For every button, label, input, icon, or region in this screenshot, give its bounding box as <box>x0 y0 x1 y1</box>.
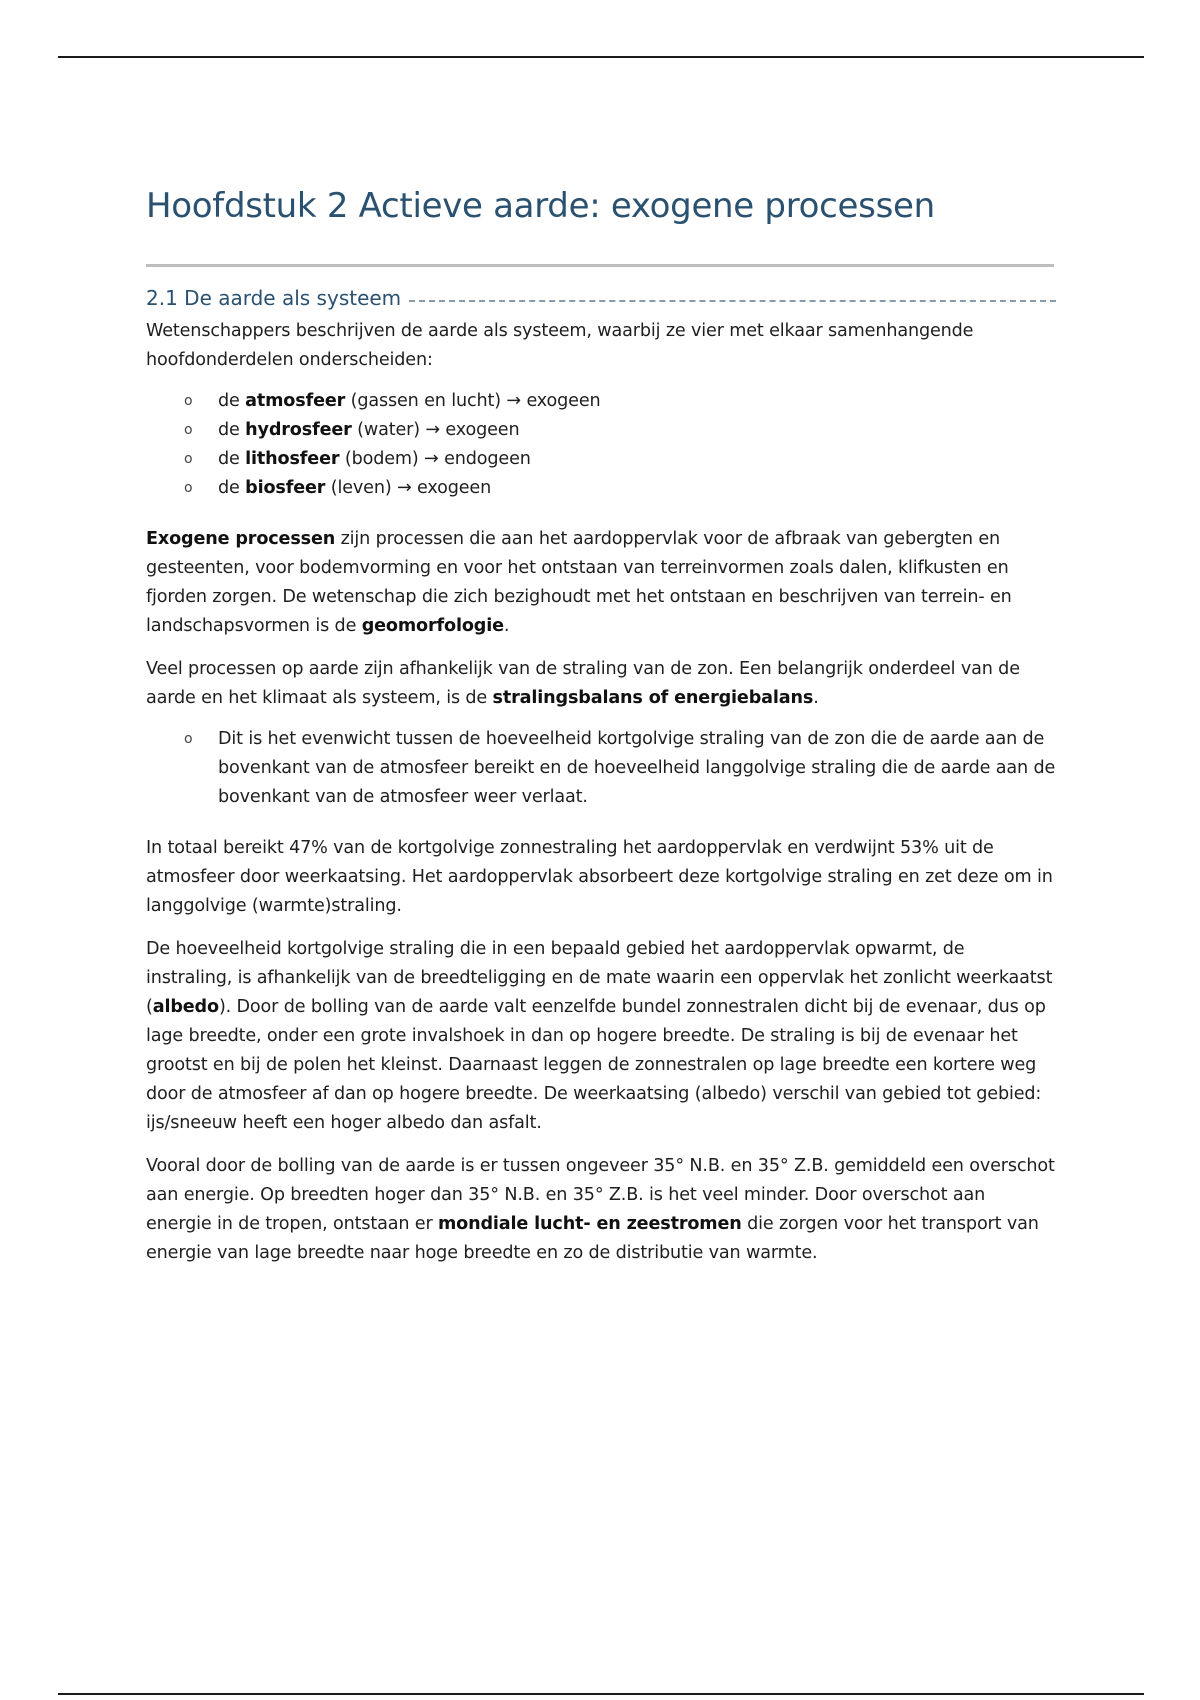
title-divider <box>146 264 1054 267</box>
term-lithosfeer: lithosfeer <box>245 449 340 469</box>
term-geomorfologie: geomorfologie <box>361 616 504 636</box>
section-heading <box>146 283 1056 313</box>
list-item <box>146 725 1056 812</box>
circle-bullet-icon: o <box>184 480 193 496</box>
term-hydrosfeer: hydrosfeer <box>245 420 352 440</box>
term-albedo: albedo <box>152 997 219 1017</box>
document-body <box>146 184 1056 1268</box>
list-item: o de atmosfeer (gassen en lucht) → exogeen <box>146 387 1056 416</box>
balans-list <box>146 725 1056 812</box>
list-item: o de hydrosfeer (water) → exogeen <box>146 416 1056 445</box>
balans-definition: Dit is het evenwicht tussen de hoeveelheid kortgolvige straling van de zon die de aarde aan de bovenkant van de atmosfeer bereikt en de hoeveelheid langgolvige straling die de aarde aan de bovenkant van de atmosfeer weer verlaat. <box>218 729 1056 807</box>
circle-bullet-icon: o <box>184 731 193 747</box>
term-biosfeer: biosfeer <box>245 478 326 498</box>
straling-paragraph: Veel processen op aarde zijn afhankelijk van de straling van de zon. Een belangrijk onderdeel van de aarde en het klimaat als systeem, is de stralingsbalans of energiebalans. <box>146 659 1020 708</box>
spheres-list <box>146 387 1056 503</box>
hoeveelheid-paragraph: De hoeveelheid kortgolvige straling die in een bepaald gebied het aardoppervlak opwarmt, de instraling, is afhankelijk van de breedteligging en de mate waarin een oppervlak het zonlicht weerkaatst (albedo). Door de bolling van de aarde valt eenzelfde bundel zonnestralen dicht bij de evenaar, dus op lage breedte, onder een grote invalshoek in dan op hogere breedte. De straling is bij de evenaar het grootst en bij de polen het kleinst. Daarnaast leggen de zonnestralen op lage breedte een kortere weg door de atmosfeer af dan op hogere breedte. De weerkaatsing (albedo) verschil van gebied tot gebied: ijs/sneeuw heeft een hoger albedo dan asfalt. <box>146 939 1053 1133</box>
exogene-paragraph: Exogene processen zijn processen die aan het aardoppervlak voor de afbraak van gebergten en gesteenten, voor bodemvorming en voor het ontstaan van terreinvormen zoals dalen, klifkusten en fjorden zorgen. De wetenschap die zich bezighoudt met het ontstaan en beschrijven van terrein- en landschapsvormen is de geomorfologie. <box>146 529 1012 636</box>
page-top-rule <box>58 56 1144 58</box>
term-stralingsbalans: stralingsbalans of energiebalans <box>492 688 814 708</box>
term-mondiale-stromen: mondiale lucht- en zeestromen <box>437 1214 742 1234</box>
list-item: o de lithosfeer (bodem) → endogeen <box>146 445 1056 474</box>
term-atmosfeer: atmosfeer <box>245 391 346 411</box>
circle-bullet-icon: o <box>184 451 193 467</box>
list-item: o de biosfeer (leven) → exogeen <box>146 474 1056 503</box>
section-leader-line <box>409 300 1056 302</box>
term-exogene-processen: Exogene processen <box>146 529 336 549</box>
chapter-title: Hoofdstuk 2 Actieve aarde: exogene processen <box>146 186 935 226</box>
circle-bullet-icon: o <box>184 422 193 438</box>
intro-paragraph: Wetenschappers beschrijven de aarde als systeem, waarbij ze vier met elkaar samenhangende hoofdonderdelen onderscheiden: <box>146 321 974 370</box>
circle-bullet-icon: o <box>184 393 193 409</box>
totaal-paragraph: In totaal bereikt 47% van de kortgolvige zonnestraling het aardoppervlak en verdwijnt 53% uit de atmosfeer door weerkaatsing. Het aardoppervlak absorbeert deze kortgolvige straling en zet deze om in langgolvige (warmte)straling. <box>146 838 1053 916</box>
section-heading-text: 2.1 De aarde als systeem <box>146 286 402 310</box>
vooral-paragraph: Vooral door de bolling van de aarde is er tussen ongeveer 35° N.B. en 35° Z.B. gemiddeld een overschot aan energie. Op breedten hoger dan 35° N.B. en 35° Z.B. is het veel minder. Door overschot aan energie in de tropen, ontstaan er mondiale lucht- en zeestromen die zorgen voor het transport van energie van lage breedte naar hoge breedte en zo de distributie van warmte. <box>146 1156 1055 1263</box>
page-bottom-rule <box>58 1693 1144 1695</box>
